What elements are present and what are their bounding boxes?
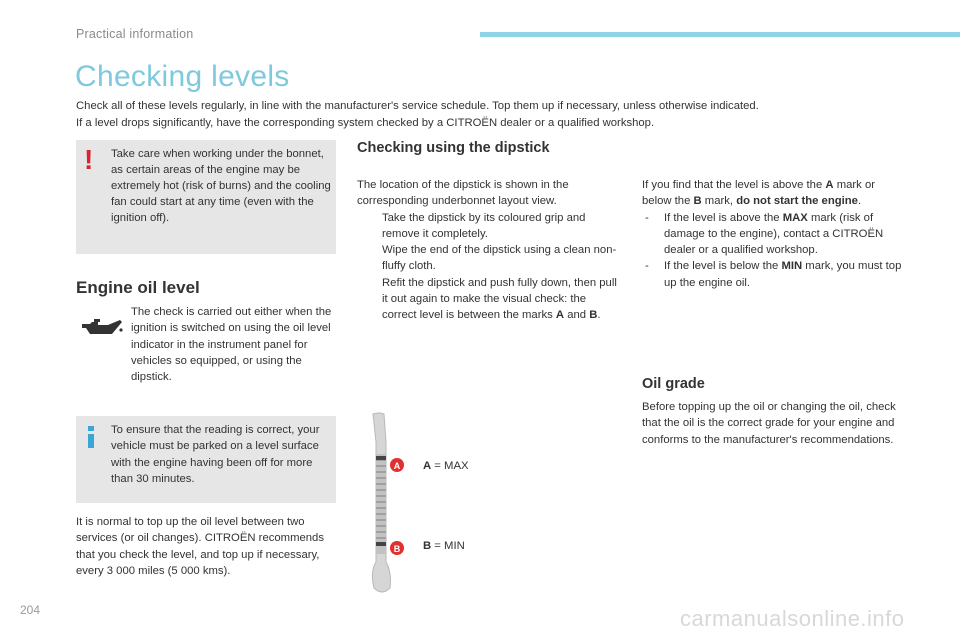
dipstick-illustration: [360, 412, 410, 594]
mark-a-label: A = MAX: [423, 460, 469, 472]
intro-line-2: If a level drops significantly, have the corresponding system checked by a CITROËN dealer or a qualified workshop.: [76, 117, 655, 129]
section-header: Practical information: [76, 27, 194, 41]
header-accent-bar: [480, 32, 960, 37]
intro-text: [76, 98, 876, 132]
dipstick-heading: Checking using the dipstick: [357, 140, 550, 156]
badge-a-label: A: [393, 461, 401, 471]
list-item: Take the dipstick by its coloured grip and remove it completely.: [382, 211, 586, 240]
engine-oil-heading: Engine oil level: [76, 278, 200, 297]
page-number: 204: [20, 603, 41, 617]
oil-can-icon: [80, 316, 124, 340]
list-item: Wipe the end of the dipstick using a clean non-fluffy cloth.: [382, 244, 617, 273]
level-check-intro: If you find that the level is above the A mark or below the B mark, do not start the engine.: [642, 179, 875, 208]
page-title: Checking levels: [75, 60, 290, 93]
engine-oil-text: The check is carried out either when the ignition is switched on using the oil level indicator in the instrument panel for vehicles so equipped, or using the dipstick.: [131, 306, 332, 384]
oil-grade-text: Before topping up the oil or changing the oil, check that the oil is the correct grade for your engine and conforms to the manufacturer's recommendations.: [642, 401, 896, 446]
intro-line-1: Check all of these levels regularly, in line with the manufacturer's service schedule. Top them up if necessary, unless otherwise indicated.: [76, 100, 759, 112]
exclamation-icon: !: [84, 144, 94, 175]
dipstick-instructions: [357, 177, 619, 324]
warning-text: Take care when working under the bonnet, as certain areas of the engine may be extremely hot (risk of burns) and the cooling fan could start at any time (even with the ignition off).: [111, 148, 331, 224]
oil-grade-heading: Oil grade: [642, 376, 705, 392]
normal-note: It is normal to top up the oil level between two services (or oil changes). CITROËN recommends that you check the level, and top up if necessary, every 3 000 miles (5 000 kms).: [76, 516, 324, 577]
level-check-text: [642, 177, 902, 291]
info-icon: [86, 426, 96, 448]
info-text: To ensure that the reading is correct, your vehicle must be parked on a level surface with the engine having been off for more than 30 minutes.: [111, 424, 320, 485]
dipstick-intro: The location of the dipstick is shown in the corresponding underbonnet layout view.: [357, 179, 569, 208]
list-item: - If the level is below the MIN mark, you must top up the engine oil.: [645, 260, 902, 289]
list-item: Refit the dipstick and push fully down, then pull it out again to make the visual check: the correct level is between the marks A and B.: [382, 276, 617, 322]
watermark: carmanualsonline.info: [680, 606, 905, 631]
mark-b-label: B = MIN: [423, 540, 465, 552]
list-item: - If the level is above the MAX mark (risk of damage to the engine), contact a CITROËN dealer or a qualified workshop.: [645, 211, 884, 257]
badge-b-label: B: [393, 544, 401, 554]
